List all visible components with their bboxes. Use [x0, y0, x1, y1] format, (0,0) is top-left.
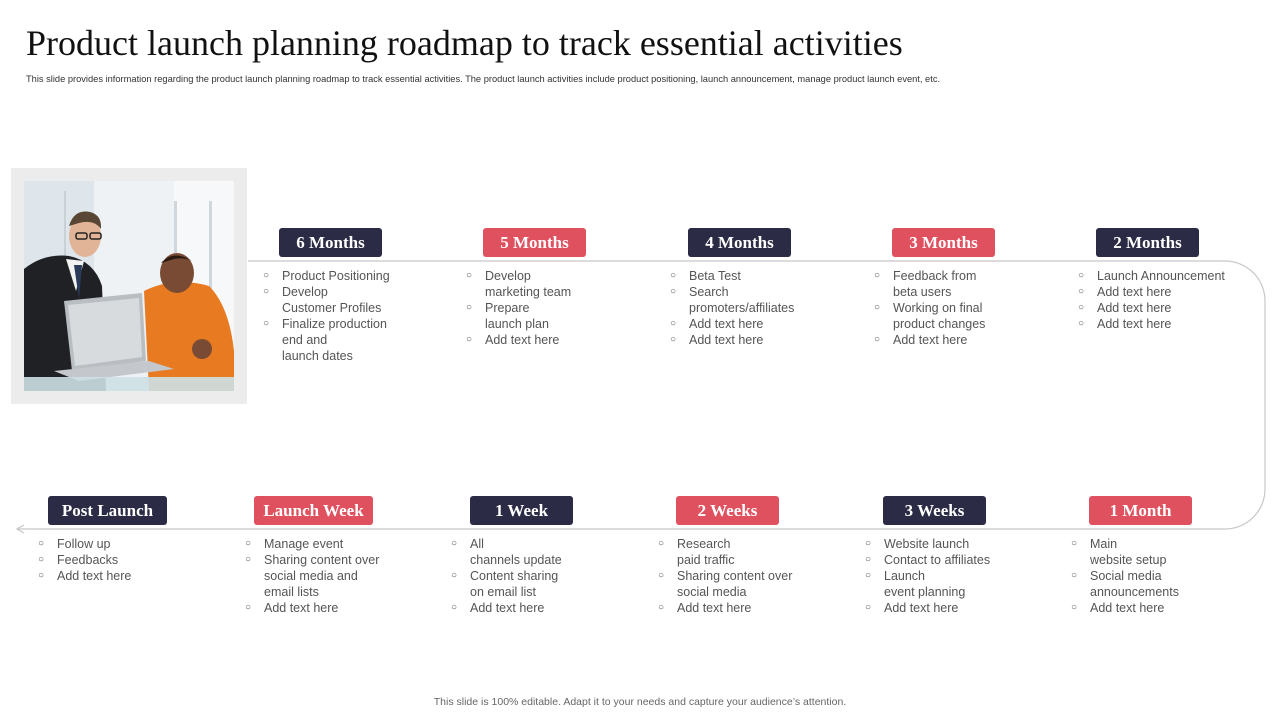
- activity-item: ○ Working on final product changes: [874, 300, 1044, 332]
- milestone-label-1-week: 1 Week: [470, 496, 573, 525]
- activity-item: ○ Add text here: [1078, 284, 1258, 300]
- activity-item: ○ Feedback from beta users: [874, 268, 1044, 300]
- activity-item: ○ Add text here: [658, 600, 833, 616]
- milestone-items-launch-week: [245, 536, 420, 616]
- activity-item: ○ Add text here: [451, 600, 621, 616]
- activity-item: ○ Add text here: [1078, 316, 1258, 332]
- page-title: Product launch planning roadmap to track essential activities: [26, 23, 903, 63]
- milestone-items-3-weeks: [865, 536, 1040, 616]
- activity-item: ○ Contact to affiliates: [865, 552, 1040, 568]
- activity-item: ○ Add text here: [1071, 600, 1241, 616]
- milestone-items-3-months: [874, 268, 1044, 348]
- activity-item: ○ Main website setup: [1071, 536, 1241, 568]
- activity-item: ○ Product Positioning: [263, 268, 433, 284]
- activity-item: ○ Add text here: [1078, 300, 1258, 316]
- milestone-items-4-months: [670, 268, 845, 348]
- activity-item: ○ Search promoters/affiliates: [670, 284, 845, 316]
- milestone-label-2-weeks: 2 Weeks: [676, 496, 779, 525]
- activity-item: ○ Content sharing on email list: [451, 568, 621, 600]
- activity-item: ○ Launch Announcement: [1078, 268, 1258, 284]
- milestone-items-1-week: [451, 536, 621, 616]
- milestone-items-5-months: [466, 268, 636, 348]
- milestone-items-6-months: [263, 268, 433, 364]
- activity-item: ○ Feedbacks: [38, 552, 198, 568]
- milestone-items-post-launch: [38, 536, 198, 584]
- activity-item: ○ Research paid traffic: [658, 536, 833, 568]
- milestone-items-2-months: [1078, 268, 1258, 332]
- activity-item: ○ Social media announcements: [1071, 568, 1241, 600]
- activity-item: ○ Follow up: [38, 536, 198, 552]
- milestone-label-1-month: 1 Month: [1089, 496, 1192, 525]
- milestone-label-5-months: 5 Months: [483, 228, 586, 257]
- activity-item: ○ Sharing content over social media and email lists: [245, 552, 420, 600]
- activity-item: ○ Develop Customer Profiles: [263, 284, 433, 316]
- milestone-label-2-months: 2 Months: [1096, 228, 1199, 257]
- milestone-label-3-months: 3 Months: [892, 228, 995, 257]
- activity-item: ○ Finalize production end and launch dates: [263, 316, 433, 364]
- footer-note: This slide is 100% editable. Adapt it to your needs and capture your audience’s attention.: [433, 696, 847, 708]
- page-subtitle: This slide provides information regarding the product launch planning roadmap to track essential activities. The product launch activities include product positioning, launch announcement, manage product launch event, etc.: [26, 74, 941, 84]
- activity-item: ○ Add text here: [865, 600, 1040, 616]
- activity-item: ○ Add text here: [874, 332, 1044, 348]
- milestone-items-1-month: [1071, 536, 1241, 616]
- activity-item: ○ Add text here: [38, 568, 198, 584]
- activity-item: ○ Beta Test: [670, 268, 845, 284]
- milestone-items-2-weeks: [658, 536, 833, 616]
- activity-item: ○ Add text here: [670, 316, 845, 332]
- activity-item: ○ Prepare launch plan: [466, 300, 636, 332]
- activity-item: ○ Manage event: [245, 536, 420, 552]
- activity-item: ○ Launch event planning: [865, 568, 1040, 600]
- activity-item: ○ Website launch: [865, 536, 1040, 552]
- milestone-label-launch-week: Launch Week: [254, 496, 373, 525]
- activity-item: ○ Add text here: [670, 332, 845, 348]
- activity-item: ○ All channels update: [451, 536, 621, 568]
- milestone-label-6-months: 6 Months: [279, 228, 382, 257]
- activity-item: ○ Add text here: [466, 332, 636, 348]
- activity-item: ○ Sharing content over social media: [658, 568, 833, 600]
- activity-item: ○ Develop marketing team: [466, 268, 636, 300]
- milestone-label-3-weeks: 3 Weeks: [883, 496, 986, 525]
- milestone-label-post-launch: Post Launch: [48, 496, 167, 525]
- activity-item: ○ Add text here: [245, 600, 420, 616]
- milestone-label-4-months: 4 Months: [688, 228, 791, 257]
